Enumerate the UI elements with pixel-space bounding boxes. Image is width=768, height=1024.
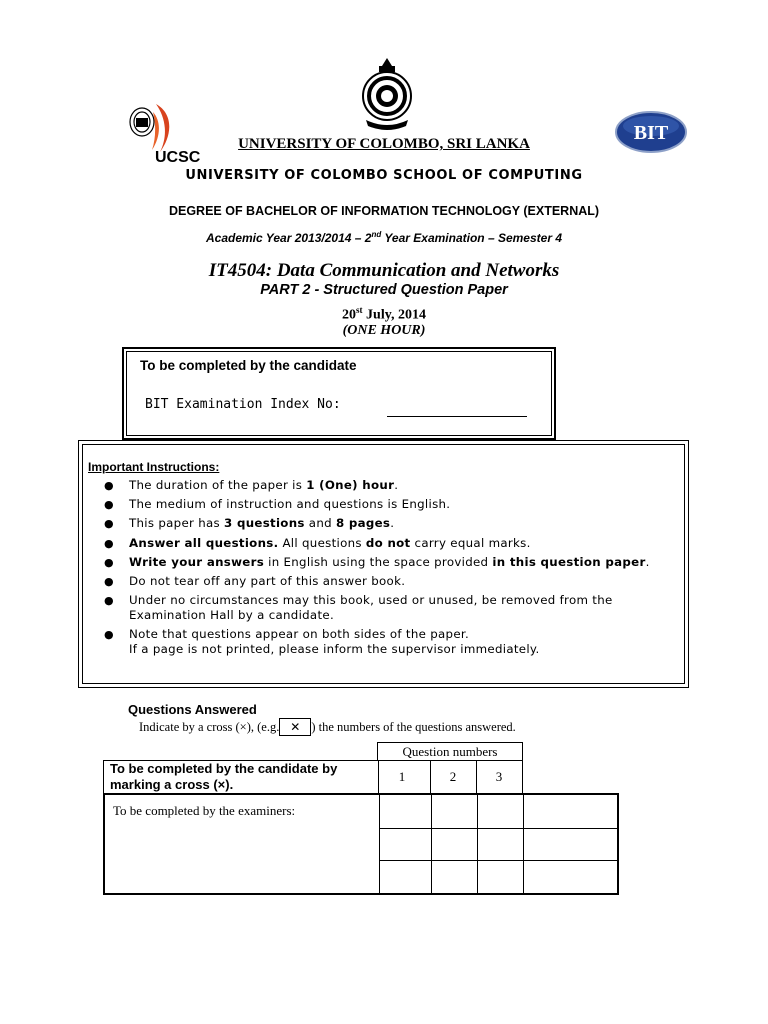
cell-divider (523, 795, 524, 893)
course-title: IT4504: Data Communication and Networks (208, 260, 560, 281)
candidate-box-title: To be completed by the candidate (140, 358, 357, 373)
bullet-icon: ● (104, 574, 114, 588)
part-title: PART 2 - Structured Question Paper (260, 282, 508, 298)
university-name: UNIVERSITY OF COLOMBO, SRI LANKA (238, 136, 530, 152)
indicate-instruction: Indicate by a cross (×), (e.g. ✕ ) the numbers of the questions answered. (139, 719, 516, 734)
examiner-marks-table (103, 793, 619, 895)
instruction-item: ● This paper has 3 questions and 8 pages. (104, 516, 395, 531)
instruction-item: ● Answer all questions. All questions do not carry equal marks. (104, 535, 531, 550)
svg-text:BIT: BIT (633, 122, 669, 144)
question-number-3[interactable]: 3 (495, 769, 503, 784)
bullet-icon: ● (104, 628, 114, 642)
degree-title: DEGREE OF BACHELOR OF INFORMATION TECHNOLOGY (EXTERNAL) (168, 204, 600, 218)
candidate-marking-row (103, 760, 523, 795)
candidate-marking-label: To be completed by the candidate by marking a cross (×). (110, 761, 338, 792)
instruction-item: ● Note that questions appear on both sides of the paper. If a page is not printed, please inform the supervisor immediately. (104, 627, 540, 657)
bullet-icon: ● (104, 594, 114, 608)
candidate-box (122, 347, 556, 440)
academic-year: Academic Year 2013/2014 – 2nd Year Examination – Semester 4 (205, 230, 562, 245)
question-number-2[interactable]: 2 (449, 769, 457, 784)
cell-divider (477, 795, 478, 893)
row-divider (379, 828, 617, 829)
exam-date: 20st July, 2014 (342, 305, 426, 323)
university-crest-logo (358, 56, 416, 132)
instruction-item: ● The medium of instruction and questions is English. (104, 497, 451, 512)
instruction-item: ● Do not tear off any part of this answer book. (104, 573, 406, 588)
instruction-item: ● Write your answers in English using the space provided in this question paper. (104, 554, 650, 569)
bullet-icon: ● (104, 517, 114, 531)
school-name: UNIVERSITY OF COLOMBO SCHOOL OF COMPUTING (185, 168, 583, 183)
instructions-list (103, 478, 673, 662)
bullet-icon: ● (104, 479, 114, 492)
exam-duration: (ONE HOUR) (342, 323, 426, 338)
instructions-box (78, 440, 689, 688)
question-number-1[interactable]: 1 (398, 769, 406, 784)
cell-divider (379, 795, 380, 893)
index-number-field[interactable] (387, 416, 527, 417)
example-cross-box: ✕ (279, 718, 311, 736)
row-divider (379, 860, 617, 861)
index-number-label: BIT Examination Index No: (145, 397, 341, 412)
examiner-label: To be completed by the examiners: (113, 803, 296, 818)
bullet-icon: ● (104, 555, 114, 569)
bullet-icon: ● (104, 498, 114, 512)
instructions-title: Important Instructions: (88, 460, 220, 474)
bullet-icon: ● (104, 536, 114, 550)
cell-divider (431, 795, 432, 893)
instruction-item: ● Under no circumstances may this book, used or unused, be removed from the Examination Hall by a candidate. (104, 593, 613, 623)
svg-text:UCSC: UCSC (155, 149, 201, 166)
questions-answered-title: Questions Answered (128, 702, 257, 717)
question-numbers-header: Question numbers (377, 742, 523, 761)
instruction-item: ● The duration of the paper is 1 (One) hour. (104, 478, 399, 492)
